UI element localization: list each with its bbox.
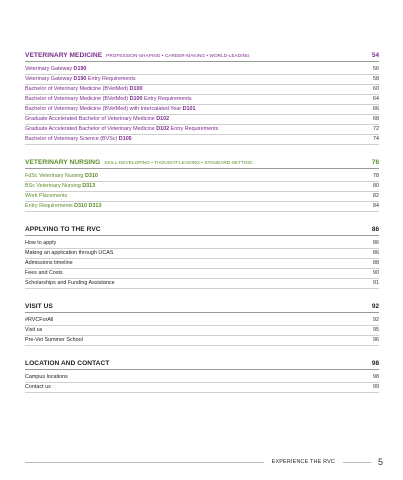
section-header[interactable]: [25, 303, 379, 313]
toc-entry-page: 88: [373, 260, 379, 266]
toc-entry[interactable]: [25, 269, 379, 279]
toc-entry-page: 66: [373, 106, 379, 112]
toc-entry-text: Veterinary Gateway: [25, 76, 73, 82]
footer-divider: [343, 462, 371, 463]
toc-entry-title: [25, 336, 83, 345]
section-title-text: VETERINARY NURSING: [25, 159, 101, 166]
toc-entry-text: Entry Requirements: [25, 203, 73, 209]
toc-entry[interactable]: [25, 105, 379, 115]
toc-entry[interactable]: [25, 65, 379, 75]
page-number: 5: [377, 457, 383, 467]
toc-section: [25, 52, 379, 145]
toc-entry-text: Fees and Costs: [25, 270, 63, 276]
toc-entry-code: D100: [129, 96, 143, 102]
section-title: [25, 226, 101, 233]
footer-divider: [25, 462, 264, 463]
toc-entry-text: BSc Veterinary Nursing: [25, 183, 81, 189]
toc-entry-page: 84: [373, 203, 379, 209]
toc-entry[interactable]: [25, 279, 379, 289]
toc-entry-title: [25, 326, 42, 335]
toc-entry-text: Bachelor of Veterinary Medicine (BVetMed) with Intercalated Year: [25, 106, 182, 112]
toc-entry-page: 86: [373, 240, 379, 246]
toc-entry-text: Bachelor of Veterinary Medicine (BVetMed): [25, 96, 129, 102]
toc-entry-title: [25, 279, 115, 288]
toc-entry-page: 92: [373, 317, 379, 323]
toc-entry[interactable]: [25, 202, 379, 212]
toc-section: [25, 226, 379, 289]
toc-entry-title: [25, 135, 132, 144]
section-page-number: 86: [371, 226, 379, 233]
toc-entry-code: D190: [73, 66, 87, 72]
toc-entry-page: 64: [373, 96, 379, 102]
toc-entry-title: [25, 383, 51, 392]
toc-entry-text: FdSc Veterinary Nursing: [25, 173, 84, 179]
section-page-number: 76: [371, 159, 379, 166]
toc-entry-code: D190: [73, 76, 87, 82]
toc-entry[interactable]: [25, 316, 379, 326]
section-title: [25, 360, 109, 367]
toc-entry-suffix: Entry Requirements: [169, 126, 219, 132]
section-header[interactable]: [25, 360, 379, 370]
toc-entry-title: [25, 105, 196, 114]
toc-entry-page: 58: [373, 76, 379, 82]
toc-entry-text: Visit us: [25, 327, 43, 333]
section-title-text: APPLYING TO THE RVC: [25, 226, 101, 233]
toc-section: [25, 159, 379, 212]
section-title: [25, 303, 53, 310]
toc-entry[interactable]: [25, 249, 379, 259]
toc-entry-title: [25, 373, 68, 382]
toc-entry-title: [25, 259, 73, 268]
toc-entry-text: Graduate Accelerated Bachelor of Veterinary Medicine: [25, 116, 155, 122]
toc-entry-code: D102: [156, 116, 170, 122]
section-header[interactable]: [25, 226, 379, 236]
toc-entry-title: [25, 269, 63, 278]
section-header[interactable]: [25, 52, 379, 62]
toc-section: [25, 360, 379, 393]
toc-entry-text: Graduate Accelerated Bachelor of Veterinary Medicine: [25, 126, 155, 132]
toc-entry[interactable]: [25, 336, 379, 346]
toc-entry-title: [25, 316, 53, 325]
section-header[interactable]: [25, 159, 379, 169]
toc-entry-page: 90: [373, 270, 379, 276]
section-tagline: SKILL-DEVELOPING • THOUGHT-LEADING • STANDARD-SETTING: [104, 160, 253, 165]
toc-entry-suffix: Entry Requirements: [142, 96, 192, 102]
toc-entry-page: 82: [373, 193, 379, 199]
toc-entry-text: Campus locations: [25, 374, 68, 380]
toc-entry-text: Work Placements: [25, 193, 68, 199]
toc-entry-page: 56: [373, 66, 379, 72]
toc-entry[interactable]: [25, 239, 379, 249]
section-title-text: LOCATION AND CONTACT: [25, 360, 110, 367]
toc-entry-code: D100: [129, 86, 143, 92]
page-footer: [25, 455, 383, 469]
toc-entry-title: [25, 95, 192, 104]
toc-entry[interactable]: [25, 326, 379, 336]
section-page-number: 54: [371, 52, 379, 59]
section-title: [25, 159, 253, 166]
section-title-text: VISIT US: [25, 303, 53, 310]
toc-entry[interactable]: [25, 383, 379, 393]
toc-entry-page: 74: [373, 136, 379, 142]
toc-entry[interactable]: [25, 85, 379, 95]
toc-entry-title: [25, 192, 67, 201]
toc-entry[interactable]: [25, 259, 379, 269]
toc-entry-title: [25, 202, 101, 211]
toc-entry-code: D102: [156, 126, 170, 132]
section-tagline: PROFESSION-SHAPING • CAREER-MAKING • WORLD-LEADING: [106, 53, 250, 58]
toc-entry[interactable]: [25, 135, 379, 145]
toc-entry-page: 95: [373, 327, 379, 333]
toc-entry[interactable]: [25, 182, 379, 192]
toc-entry-page: 72: [373, 126, 379, 132]
toc-entry-title: [25, 249, 113, 258]
toc-entry-text: Veterinary Gateway: [25, 66, 73, 72]
toc-entry-title: [25, 239, 56, 248]
toc-entry-code: D101: [182, 106, 196, 112]
toc-entry[interactable]: [25, 95, 379, 105]
section-title-text: VETERINARY MEDICINE: [25, 52, 103, 59]
toc-entry-code: D310 D313: [74, 203, 102, 209]
toc-entry-text: Pre-Vet Summer School: [25, 337, 83, 343]
toc-entry[interactable]: [25, 115, 379, 125]
toc-entry-suffix: Entry Requirements: [86, 76, 136, 82]
toc-entry-text: Bachelor of Veterinary Science (BVSc): [25, 136, 118, 142]
toc-entry-text: Contact us: [25, 384, 51, 390]
toc-section: [25, 303, 379, 346]
toc-entry-text: Admissions timeline: [25, 260, 73, 266]
toc-entry-text: Bachelor of Veterinary Medicine (BVetMed): [25, 86, 129, 92]
toc-entry[interactable]: [25, 75, 379, 85]
toc-entry[interactable]: [25, 125, 379, 135]
toc-entry[interactable]: [25, 373, 379, 383]
toc-entry-page: 60: [373, 86, 379, 92]
toc-entry[interactable]: [25, 172, 379, 182]
toc-entry-text: Scholarships and Funding Assistance: [25, 280, 115, 286]
toc-entry-text: Making an application through UCAS: [25, 250, 114, 256]
toc-entry-page: 68: [373, 116, 379, 122]
toc-entry-text: #RVCForAll: [25, 317, 54, 323]
toc-entry-title: [25, 65, 86, 74]
toc-entry-title: [25, 182, 95, 191]
section-page-number: 98: [371, 360, 379, 367]
footer-label: EXPERIENCE THE RVC: [271, 459, 335, 465]
toc-entry-page: 80: [373, 183, 379, 189]
toc-entry-page: 98: [373, 374, 379, 380]
toc-entry-page: 99: [373, 384, 379, 390]
toc-entry[interactable]: [25, 192, 379, 202]
toc-entry-page: 86: [373, 250, 379, 256]
section-page-number: 92: [371, 303, 379, 310]
toc-entry-title: [25, 115, 169, 124]
toc-entry-title: [25, 85, 142, 94]
toc-entry-title: [25, 172, 98, 181]
toc-entry-title: [25, 75, 136, 84]
toc-entry-code: D310: [84, 173, 98, 179]
toc-entry-page: 96: [373, 337, 379, 343]
toc-entry-code: D105: [118, 136, 132, 142]
toc-entry-text: How to apply: [25, 240, 57, 246]
section-title: [25, 52, 250, 59]
toc-entry-page: 78: [373, 173, 379, 179]
toc-entry-code: D313: [82, 183, 96, 189]
toc-entry-page: 91: [373, 280, 379, 286]
toc-entry-title: [25, 125, 218, 134]
table-of-contents: [25, 52, 379, 407]
